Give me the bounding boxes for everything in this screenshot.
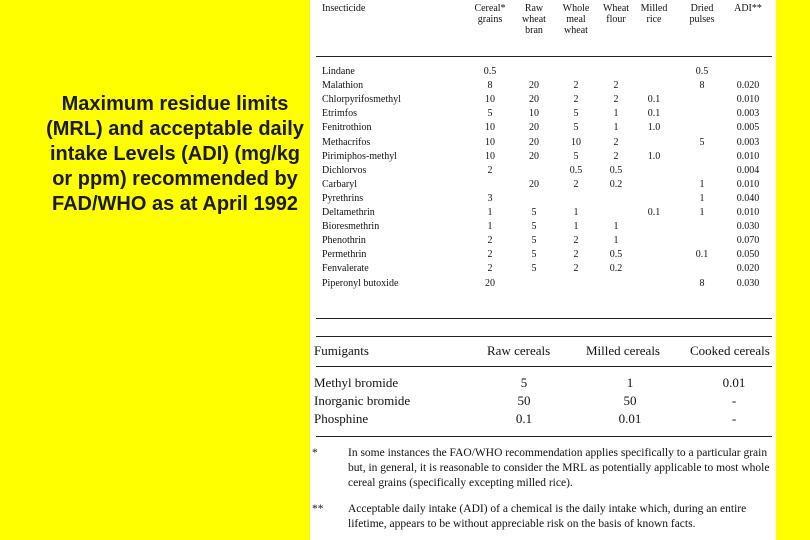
table-row xyxy=(310,165,776,176)
cell-cereal-grains: 8 xyxy=(487,80,493,92)
cell-insecticide-name: Dichlorvos xyxy=(322,164,367,176)
cell-whole-meal-wheat: 5 xyxy=(573,108,579,120)
cell-raw-wheat-bran: 20 xyxy=(529,94,539,106)
cell-cereal-grains: 10 xyxy=(485,122,495,134)
header-raw-cereals: Raw cereals xyxy=(487,343,551,358)
cell-milled-rice: 1.0 xyxy=(647,122,661,134)
cell-whole-meal-wheat: 2 xyxy=(573,249,579,261)
cell-insecticide-name: Lindane xyxy=(322,66,355,77)
cell-adi: 0.003 xyxy=(736,136,760,148)
cell-insecticide-name: Etrimfos xyxy=(322,108,357,120)
cell-dried-pulses: 8 xyxy=(699,80,705,92)
cell-raw-cereals: 0.1 xyxy=(515,411,533,426)
cell-wheat-flour: 0.5 xyxy=(609,249,623,261)
footnote-2 xyxy=(310,502,776,534)
cell-cereal-grains: 0.5 xyxy=(483,66,497,77)
table-row xyxy=(310,235,776,246)
cell-cereal-grains: 3 xyxy=(487,192,493,204)
header-dried-pulses: Dried pulses xyxy=(689,3,715,25)
cell-raw-wheat-bran: 5 xyxy=(531,249,537,261)
cell-raw-wheat-bran: 5 xyxy=(531,235,537,247)
cell-cereal-grains: 2 xyxy=(487,263,493,275)
cell-milled-cereals: 1 xyxy=(626,375,634,390)
cell-adi: 0.010 xyxy=(736,178,760,190)
cell-adi: 0.030 xyxy=(736,277,760,289)
cell-insecticide-name: Phenothrin xyxy=(322,235,366,247)
cell-adi: 0.003 xyxy=(736,108,760,120)
cell-insecticide-name: Methacrifos xyxy=(322,136,371,148)
cell-insecticide-name: Malathion xyxy=(322,80,364,92)
cell-dried-pulses: 5 xyxy=(699,136,705,148)
cell-milled-rice: 0.1 xyxy=(647,94,661,106)
cell-wheat-flour: 2 xyxy=(613,80,619,92)
document-scan xyxy=(310,0,776,540)
cell-cereal-grains: 1 xyxy=(487,221,493,233)
cell-whole-meal-wheat: 2 xyxy=(573,263,579,275)
cell-adi: 0.010 xyxy=(736,94,760,106)
cell-fumigant-name: Methyl bromide xyxy=(314,375,399,390)
header-raw-wheat-bran: Raw wheat bran xyxy=(522,3,546,36)
cell-raw-cereals: 5 xyxy=(520,375,528,390)
cell-cereal-grains: 10 xyxy=(485,94,495,106)
table-rule xyxy=(316,318,772,319)
table-row xyxy=(310,221,776,232)
table-row xyxy=(310,137,776,148)
cell-adi: 0.010 xyxy=(736,150,760,162)
cell-milled-cereals: 50 xyxy=(623,393,637,408)
cell-adi: 0.020 xyxy=(736,80,760,92)
cell-dried-pulses: 0.1 xyxy=(695,249,709,261)
cell-fumigant-name: Phosphine xyxy=(314,411,369,426)
cell-whole-meal-wheat: 10 xyxy=(571,136,581,148)
cell-whole-meal-wheat: 2 xyxy=(573,94,579,106)
cell-raw-wheat-bran: 5 xyxy=(531,207,537,218)
table-row xyxy=(310,94,776,105)
cell-whole-meal-wheat: 2 xyxy=(573,235,579,247)
cell-adi: 0.050 xyxy=(736,249,760,261)
cell-insecticide-name: Bioresmethrin xyxy=(322,221,380,233)
cell-wheat-flour: 2 xyxy=(613,150,619,162)
cell-dried-pulses: 0.5 xyxy=(695,66,709,77)
cell-insecticide-name: Deltamethrin xyxy=(322,207,375,218)
cell-raw-wheat-bran: 5 xyxy=(531,221,537,233)
table-row xyxy=(310,179,776,190)
table-row xyxy=(310,151,776,162)
cell-milled-rice: 1.0 xyxy=(647,150,661,162)
cell-adi: 0.030 xyxy=(736,221,760,233)
cell-adi: 0.070 xyxy=(736,235,760,247)
cell-cereal-grains: 20 xyxy=(485,277,495,289)
table-row xyxy=(310,278,776,289)
cell-adi: 0.020 xyxy=(736,263,760,275)
cell-cereal-grains: 1 xyxy=(487,207,493,218)
table-row xyxy=(310,122,776,133)
header-cooked-cereals: Cooked cereals xyxy=(690,343,770,358)
cell-insecticide-name: Chlorpyrifosmethyl xyxy=(322,94,401,106)
cell-cereal-grains: 2 xyxy=(487,164,493,176)
table-rule xyxy=(316,366,772,367)
cell-insecticide-name: Carbaryl xyxy=(322,178,357,190)
insecticide-table-header xyxy=(310,3,776,49)
cell-wheat-flour: 0.2 xyxy=(609,263,623,275)
cell-adi: 0.005 xyxy=(736,122,760,134)
table-rule xyxy=(316,56,772,57)
table-row xyxy=(310,207,776,218)
cell-whole-meal-wheat: 5 xyxy=(573,150,579,162)
cell-cooked-cereals: 0.01 xyxy=(722,375,746,390)
table-row xyxy=(310,263,776,274)
cell-cooked-cereals: - xyxy=(731,393,737,408)
cell-cereal-grains: 5 xyxy=(487,108,493,120)
header-cereal-grains: Cereal* grains xyxy=(474,3,506,25)
header-fumigants: Fumigants xyxy=(314,343,369,358)
cell-wheat-flour: 1 xyxy=(613,235,619,247)
cell-adi: 0.004 xyxy=(736,164,760,176)
cell-insecticide-name: Piperonyl butoxide xyxy=(322,277,399,289)
footnote-text: Acceptable daily intake (ADI) of a chemical is the daily intake which, during an entire lifetime, appears to be without appreciable risk on the basis of known facts. xyxy=(348,503,747,530)
cell-insecticide-name: Fenitrothion xyxy=(322,122,372,134)
table-row xyxy=(310,374,776,391)
cell-insecticide-name: Permethrin xyxy=(322,249,367,261)
cell-cooked-cereals: - xyxy=(731,411,737,426)
cell-whole-meal-wheat: 1 xyxy=(573,221,579,233)
footnote-text: In some instances the FAO/WHO recommendation applies specifically to a particular grain but, in general, it is reasonable to consider the MRL as potentially applicable to most whole cereal grains (specifically excepting milled rice). xyxy=(348,447,770,489)
cell-raw-wheat-bran: 20 xyxy=(529,136,539,148)
cell-whole-meal-wheat: 2 xyxy=(573,178,579,190)
table-row xyxy=(310,108,776,119)
cell-dried-pulses: 1 xyxy=(699,192,705,204)
header-wheat-flour: Wheat flour xyxy=(602,3,630,25)
cell-cereal-grains: 2 xyxy=(487,235,493,247)
cell-wheat-flour: 0.2 xyxy=(609,178,623,190)
cell-cereal-grains: 10 xyxy=(485,136,495,148)
cell-cereal-grains: 10 xyxy=(485,150,495,162)
table-rule xyxy=(316,436,772,437)
cell-raw-wheat-bran: 20 xyxy=(529,178,539,190)
cell-insecticide-name: Pyrethrins xyxy=(322,192,364,204)
table-rule xyxy=(316,336,772,337)
cell-raw-wheat-bran: 20 xyxy=(529,80,539,92)
cell-cereal-grains: 2 xyxy=(487,249,493,261)
cell-dried-pulses: 8 xyxy=(699,277,705,289)
slide-caption: Maximum residue limits (MRL) and acceptable daily intake Levels (ADI) (mg/kg or ppm) recommended by FAD/WHO as at April 1992 xyxy=(46,93,304,215)
table-row xyxy=(310,193,776,204)
table-row xyxy=(310,80,776,91)
cell-raw-wheat-bran: 20 xyxy=(529,150,539,162)
cell-insecticide-name: Pirimiphos-methyl xyxy=(322,150,397,162)
cell-adi: 0.040 xyxy=(736,192,760,204)
footnote-marker: ** xyxy=(312,503,324,515)
cell-wheat-flour: 1 xyxy=(613,221,619,233)
header-milled-cereals: Milled cereals xyxy=(586,343,660,358)
cell-wheat-flour: 1 xyxy=(613,122,619,134)
cell-raw-wheat-bran: 10 xyxy=(529,108,539,120)
cell-adi: 0.010 xyxy=(736,207,760,218)
cell-milled-rice: 0.1 xyxy=(647,108,661,120)
cell-raw-wheat-bran: 20 xyxy=(529,122,539,134)
cell-wheat-flour: 2 xyxy=(613,94,619,106)
footnote-marker: * xyxy=(312,447,318,459)
cell-dried-pulses: 1 xyxy=(699,178,705,190)
cell-wheat-flour: 0.5 xyxy=(609,164,623,176)
cell-raw-wheat-bran: 5 xyxy=(531,263,537,275)
cell-whole-meal-wheat: 5 xyxy=(573,122,579,134)
table-row xyxy=(310,66,776,77)
cell-insecticide-name: Fenvalerate xyxy=(322,263,369,275)
footnote-1 xyxy=(310,446,776,492)
cell-whole-meal-wheat: 1 xyxy=(573,207,579,218)
cell-milled-rice: 0.1 xyxy=(647,207,661,218)
table-row xyxy=(310,410,776,427)
table-row xyxy=(310,392,776,409)
cell-wheat-flour: 2 xyxy=(613,136,619,148)
cell-wheat-flour: 1 xyxy=(613,108,619,120)
cell-raw-cereals: 50 xyxy=(517,393,531,408)
header-adi: ADI** xyxy=(734,3,762,14)
cell-fumigant-name: Inorganic bromide xyxy=(314,393,411,408)
cell-whole-meal-wheat: 2 xyxy=(573,80,579,92)
cell-whole-meal-wheat: 0.5 xyxy=(569,164,583,176)
header-milled-rice: Milled rice xyxy=(640,3,668,25)
table-row xyxy=(310,249,776,260)
header-whole-meal-wheat: Whole meal wheat xyxy=(562,3,590,36)
header-insecticide: Insecticide xyxy=(322,3,366,14)
cell-milled-cereals: 0.01 xyxy=(618,411,642,426)
cell-dried-pulses: 1 xyxy=(699,207,705,218)
